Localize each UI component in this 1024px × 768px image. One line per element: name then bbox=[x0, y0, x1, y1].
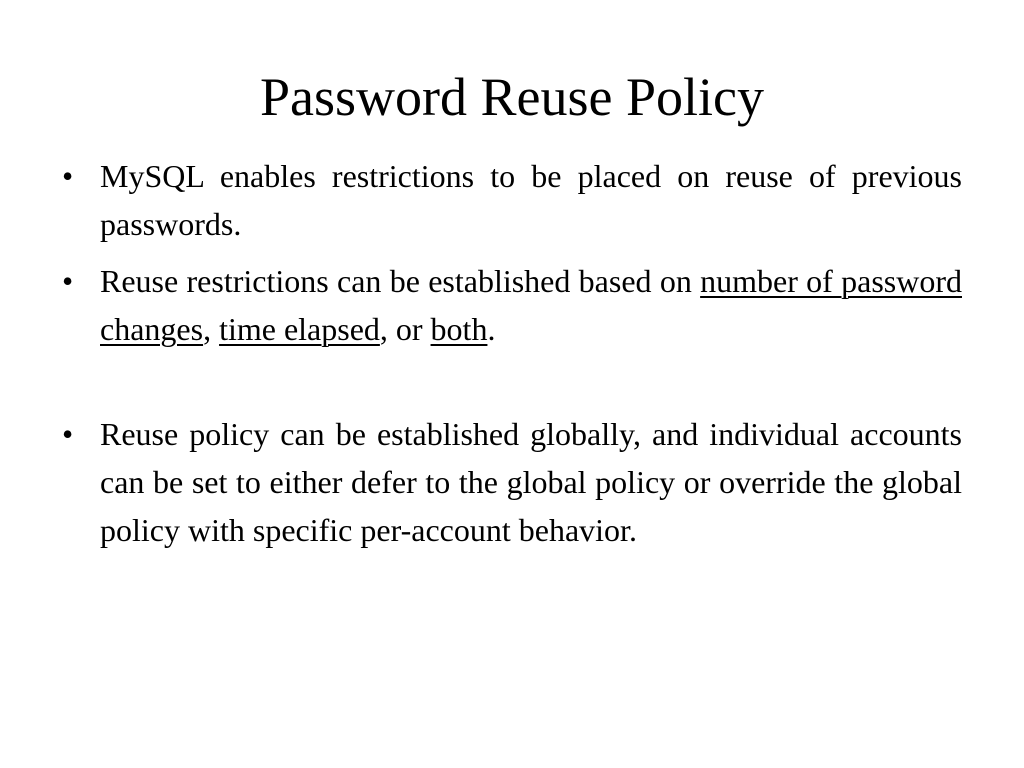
underlined-term-number-of-password-changes: number of password changes bbox=[100, 263, 962, 347]
bullet-text: MySQL enables restrictions to be placed on reuse of previous passwords. bbox=[100, 158, 962, 242]
bullet-list bbox=[62, 152, 962, 554]
bullet-dot-icon: • bbox=[62, 263, 74, 299]
separator-text: , bbox=[203, 311, 220, 347]
bullet-text: Reuse policy can be established globally, and individual accounts can be set to either defer to the global policy or override the global policy with specific per-account behavior. bbox=[100, 416, 962, 548]
slide-title: Password Reuse Policy bbox=[260, 67, 764, 127]
underlined-term-time-elapsed: time elapsed bbox=[219, 311, 380, 347]
bullet-item bbox=[62, 410, 962, 554]
bullet-dot-icon: • bbox=[62, 416, 74, 452]
separator-text: , or bbox=[379, 311, 431, 347]
end-punctuation: . bbox=[487, 311, 496, 347]
bullet-item bbox=[62, 257, 962, 353]
bullet-text: Reuse restrictions can be established based on bbox=[100, 263, 701, 299]
bullet-dot-icon: • bbox=[62, 158, 74, 194]
underlined-term-both: both bbox=[430, 311, 488, 347]
bullet-item bbox=[62, 152, 962, 248]
